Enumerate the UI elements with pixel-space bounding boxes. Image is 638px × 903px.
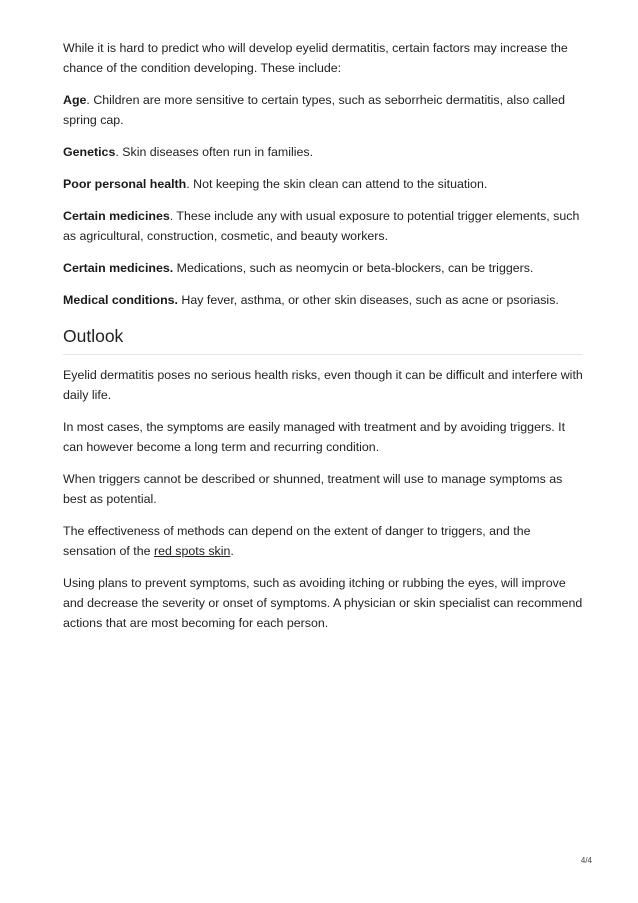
outlook-paragraph-2: In most cases, the symptoms are easily managed with treatment and by avoiding triggers. It can however become a long term and recurring condition. bbox=[63, 420, 566, 454]
factor-sep: . bbox=[169, 209, 174, 223]
outlook-paragraph-4 bbox=[63, 521, 583, 561]
outlook-paragraph-1: Eyelid dermatitis poses no serious health risks, even though it can be difficult and interfere with daily life. bbox=[63, 368, 583, 402]
paragraph-end: . bbox=[230, 544, 234, 558]
factor-term: Age bbox=[63, 93, 87, 107]
factor-personal-health bbox=[63, 174, 583, 194]
heading-divider bbox=[63, 354, 583, 355]
factor-certain-medicines-2 bbox=[63, 258, 583, 278]
factor-sep: . bbox=[86, 93, 90, 107]
factor-term: Genetics bbox=[63, 145, 116, 159]
factor-text: Not keeping the skin clean can attend to the situation. bbox=[189, 177, 488, 191]
page-number: 4/4 bbox=[580, 856, 592, 865]
factor-sep: . bbox=[186, 177, 190, 191]
factor-term: Certain medicines bbox=[63, 209, 170, 223]
factor-certain-medicines-1 bbox=[63, 206, 583, 246]
factor-medical-conditions bbox=[63, 290, 583, 310]
factor-text: Medications, such as neomycin or beta-blockers, can be triggers. bbox=[173, 261, 534, 275]
factor-genetics bbox=[63, 142, 583, 162]
red-spots-skin-link[interactable]: red spots skin bbox=[153, 544, 231, 558]
factor-term: Poor personal health bbox=[63, 177, 187, 191]
factor-text: Skin diseases often run in families. bbox=[118, 145, 314, 159]
factor-sep: . bbox=[115, 145, 119, 159]
outlook-heading: Outlook bbox=[63, 326, 124, 346]
factor-term: Certain medicines. bbox=[63, 261, 174, 275]
factor-age bbox=[63, 90, 583, 130]
outlook-paragraph-3: When triggers cannot be described or shunned, treatment will use to manage symptoms as best as potential. bbox=[63, 472, 563, 506]
factor-text: Hay fever, asthma, or other skin diseases, such as acne or psoriasis. bbox=[177, 293, 559, 307]
paragraph-text: The effectiveness of methods can depend on the extent of danger to triggers, and the sensation of the bbox=[63, 524, 531, 558]
article-body bbox=[63, 38, 583, 645]
intro-paragraph: While it is hard to predict who will develop eyelid dermatitis, certain factors may increase the chance of the condition developing. These include: bbox=[63, 41, 568, 75]
outlook-paragraph-5: Using plans to prevent symptoms, such as avoiding itching or rubbing the eyes, will improve and decrease the severity or onset of symptoms. A physician or skin specialist can recommend actions that are most becoming for each person. bbox=[63, 576, 583, 630]
factor-text: Children are more sensitive to certain types, such as seborrheic dermatitis, also called spring cap. bbox=[63, 93, 566, 127]
factor-term: Medical conditions. bbox=[63, 293, 178, 307]
factor-text: These include any with usual exposure to potential trigger elements, such as agricultural, construction, cosmetic, and beauty workers. bbox=[63, 209, 580, 243]
